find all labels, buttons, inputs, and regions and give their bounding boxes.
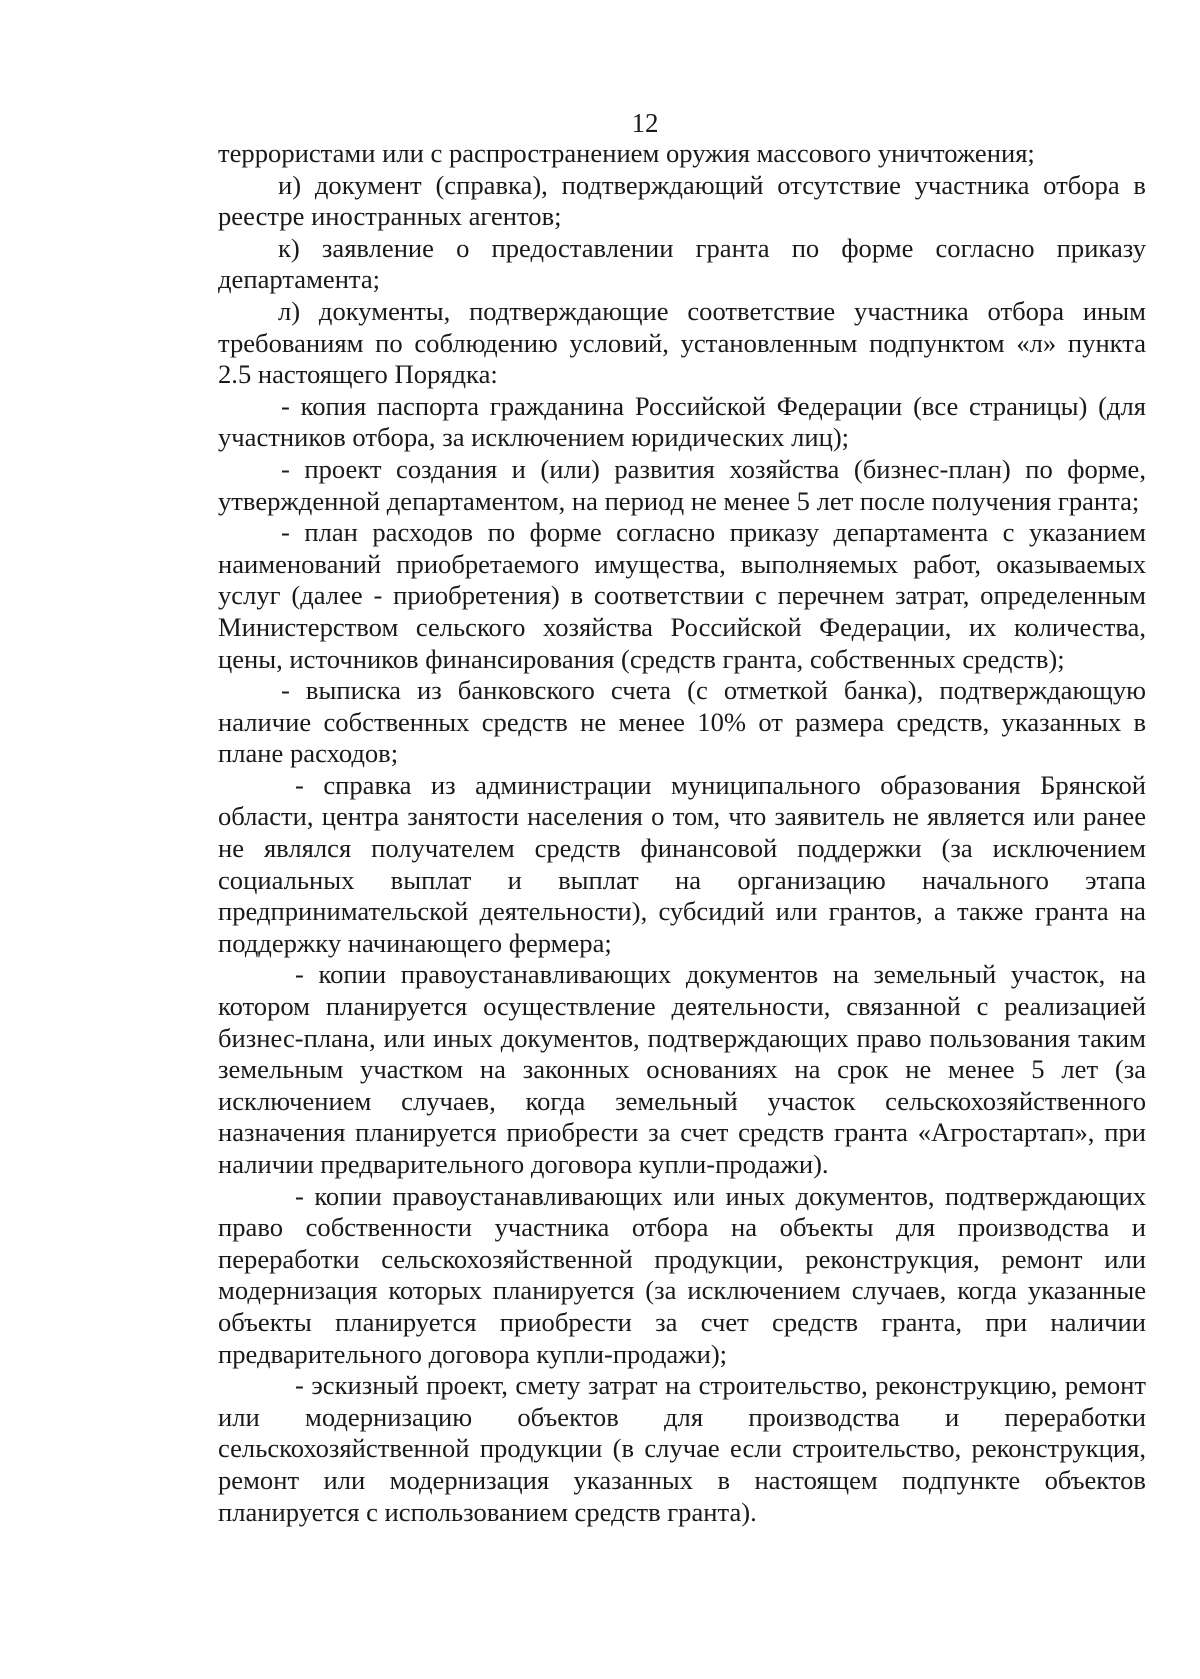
paragraph-continuation: террористами или с распространением оружия массового уничтожения; (218, 138, 1035, 168)
list-item-draft-project: - эскизный проект, смету затрат на строительство, реконструкцию, ремонт или модернизацию объектов для производства и переработки сельскохозяйственной продукции (в случае если строительство, реконструкция, ремонт или модернизация указанных в настоящем подпункте объектов планируется с использованием средств гранта). (218, 1370, 1146, 1527)
list-item-bank-statement: - выписка из банковского счета (с отметкой банка), подтверждающую наличие собственных средств не менее 10% от размера средств, указанных в плане расходов; (218, 675, 1146, 769)
list-item-expense-plan: - план расходов по форме согласно приказу департамента с указанием наименований приобретаемого имущества, выполняемых работ, оказываемых услуг (далее - приобретения) в соответствии с перечнем затрат, определенным Министерством сельского хозяйства Российской Федерации, их количества, цены, источников финансирования (средств гранта, собственных средств); (218, 517, 1146, 674)
page-number: 12 (631, 108, 659, 138)
paragraph-item-l: л) документы, подтверждающие соответствие участника отбора иным требованиям по соблюдению условий, установленным подпунктом «л» пункта 2.5 настоящего Порядка: (218, 295, 1146, 390)
list-item-land-documents: - копии правоустанавливающих документов на земельный участок, на котором планируется осуществление деятельности, связанной с реализацией бизнес-плана, или иных документов, подтверждающих право пользования таким земельным участком на законных основаниях на срок не менее 5 лет (за исключением случаев, когда земельный участок сельскохозяйственного назначения планируется приобрести за счет средств гранта «Агростартап», при наличии предварительного договора купли-продажи). (218, 959, 1146, 1179)
list-item-ownership-documents: - копии правоустанавливающих или иных документов, подтверждающих право собственности участника отбора на объекты для производства и переработки сельскохозяйственной продукции, реконструкция, ремонт или модернизация которых планируется (за исключением случаев, когда указанные объекты планируется приобрести за счет средств гранта, при наличии предварительного договора купли-продажи); (218, 1180, 1146, 1369)
paragraph-item-i: и) документ (справка), подтверждающий отсутствие участника отбора в реестре иностранных агентов; (218, 169, 1146, 232)
list-item-business-plan: - проект создания и (или) развития хозяйства (бизнес-план) по форме, утвержденной департаментом, на период не менее 5 лет после получения гранта; (218, 453, 1146, 516)
paragraph-item-k: к) заявление о предоставлении гранта по форме согласно приказу департамента; (218, 232, 1146, 295)
list-item-passport-copy: - копия паспорта гражданина Российской Федерации (все страницы) (для участников отбора, за исключением юридических лиц); (218, 390, 1146, 453)
document-body (218, 138, 1146, 1528)
list-item-administration-certificate: - справка из администрации муниципального образования Брянской области, центра занятости населения о том, что заявитель не является или ранее не являлся получателем средств финансовой поддержки (за исключением социальных выплат и выплат на организацию начального этапа предпринимательской деятельности), субсидий или грантов, а также гранта на поддержку начинающего фермера; (218, 769, 1146, 958)
